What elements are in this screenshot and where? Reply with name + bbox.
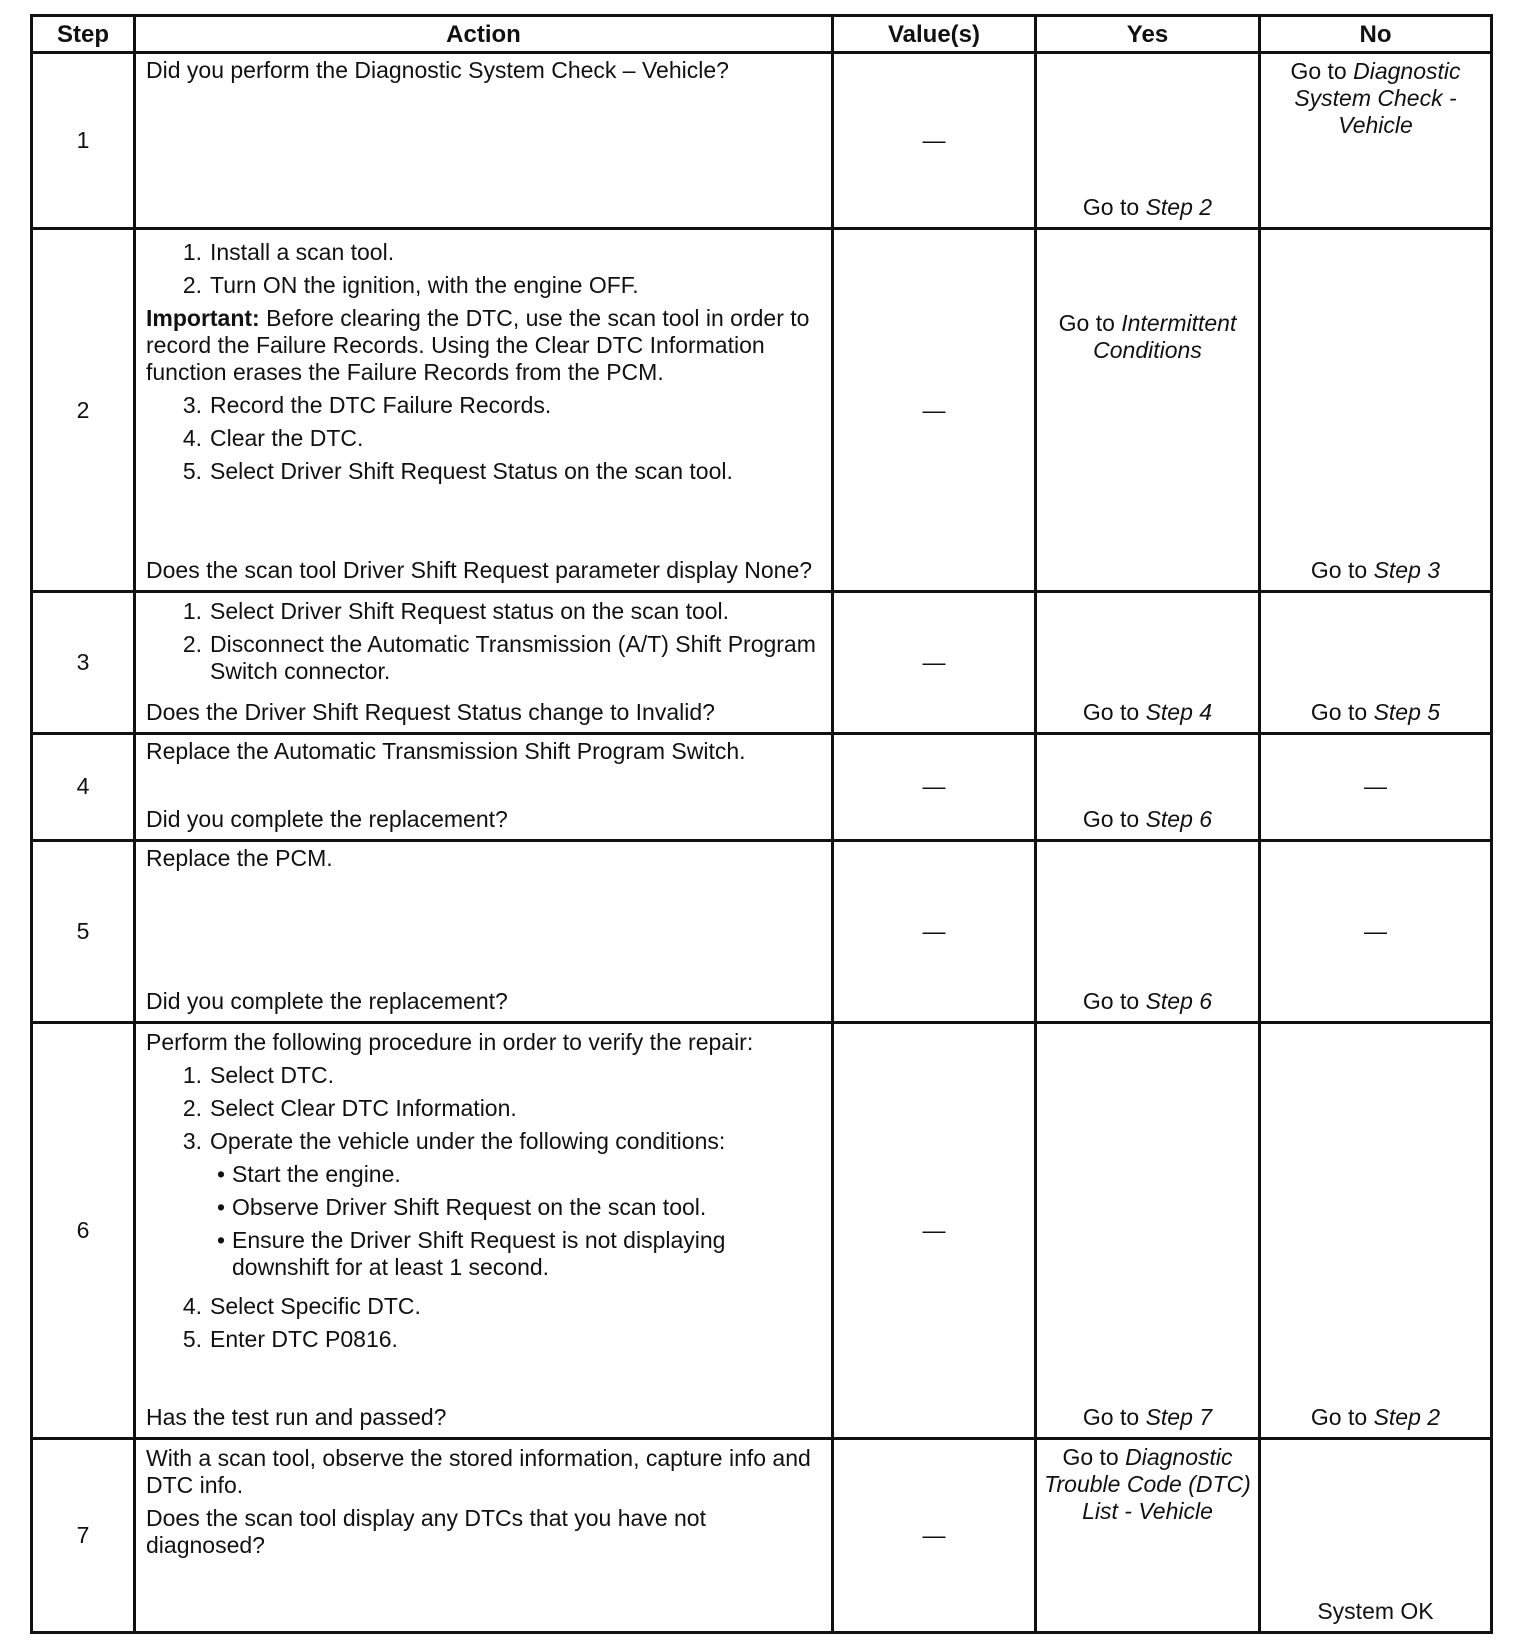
- yes-prefix: Go to: [1058, 309, 1122, 336]
- header-row: [32, 16, 1492, 53]
- no-prefix: Go to: [1310, 557, 1374, 584]
- no-link[interactable]: Step 2: [1373, 1403, 1441, 1430]
- yes-link[interactable]: Step 2: [1145, 193, 1213, 220]
- value-cell: —: [833, 53, 1036, 229]
- step-number: 7: [32, 1438, 135, 1632]
- action-text: With a scan tool, observe the stored information, capture info and DTC info.: [146, 1444, 811, 1498]
- yes-prefix: Go to: [1082, 698, 1146, 725]
- table-row: [32, 840, 1492, 1022]
- no-prefix: Go to: [1310, 698, 1374, 725]
- value-cell: —: [833, 733, 1036, 840]
- no-prefix: Go to: [1290, 58, 1354, 84]
- instruction-item: Turn ON the ignition, with the engine OFF.: [210, 271, 639, 298]
- action-cell: 1. Select Driver Shift Request status on the scan tool. 2. Disconnect the Automatic Transmission (A/T) Shift Program Switch connector. Does the Driver Shift Request Status change to Invalid?: [135, 592, 833, 733]
- important-text: Before clearing the DTC, use the scan tool in order to record the Failure Records. Using the Clear DTC Information function erases the Failure Records from the PCM.: [146, 304, 810, 385]
- value-cell: —: [833, 592, 1036, 733]
- step-number: 1: [32, 53, 135, 229]
- action-cell: [135, 733, 833, 840]
- no-prefix: Go to: [1310, 1403, 1374, 1430]
- no-link[interactable]: Diagnostic System Check - Vehicle: [1294, 58, 1461, 138]
- action-cell: [135, 1438, 833, 1632]
- question-text: Does the Driver Shift Request Status change to Invalid?: [146, 698, 715, 725]
- bullet-item: Ensure the Driver Shift Request is not displaying downshift for at least 1 second.: [232, 1226, 726, 1280]
- step-number: 3: [32, 592, 135, 733]
- no-cell: —: [1260, 840, 1492, 1022]
- action-text: Replace the PCM.: [146, 844, 333, 871]
- header-action: Action: [135, 16, 833, 53]
- question-text: Has the test run and passed?: [146, 1403, 447, 1430]
- table-row: [32, 1438, 1492, 1632]
- yes-cell: [1036, 592, 1260, 733]
- no-cell: [1260, 1438, 1492, 1632]
- instruction-item: Disconnect the Automatic Transmission (A/T) Shift Program Switch connector.: [210, 631, 816, 685]
- instruction-item: Record the DTC Failure Records.: [210, 391, 552, 418]
- yes-prefix: Go to: [1062, 1443, 1126, 1470]
- table-row: [32, 1022, 1492, 1438]
- no-cell: [1260, 53, 1492, 229]
- step-number: 4: [32, 733, 135, 840]
- instruction-item: Select Driver Shift Request status on the scan tool.: [210, 598, 730, 625]
- table-row: [32, 228, 1492, 592]
- instruction-item: Select Clear DTC Information.: [210, 1094, 517, 1121]
- yes-prefix: Go to: [1082, 987, 1146, 1014]
- diagnostic-table: [30, 14, 1493, 1634]
- step-number: 5: [32, 840, 135, 1022]
- yes-prefix: Go to: [1082, 193, 1146, 220]
- yes-link[interactable]: Step 6: [1145, 805, 1213, 832]
- instruction-item: Operate the vehicle under the following conditions:: [210, 1127, 726, 1154]
- no-cell: [1260, 1022, 1492, 1438]
- yes-link[interactable]: Step 4: [1145, 698, 1213, 725]
- yes-cell: [1036, 840, 1260, 1022]
- action-cell: [135, 53, 833, 229]
- action-cell: [135, 840, 833, 1022]
- table-row: [32, 53, 1492, 229]
- yes-cell: [1036, 53, 1260, 229]
- action-cell: 1. Install a scan tool. 2. Turn ON the ignition, with the engine OFF. Important: Before clearing the DTC, use the scan tool in order to record the Failure Records. Using the Clear DTC Information function erases the Failure Records from the PCM. 3. Record the DTC Failure Records. 4. Clear the DTC. 5. Select Driver Shift Request Status on the scan tool. Does the scan tool Driver Shift Request parameter display None?: [135, 228, 833, 592]
- instruction-item: Clear the DTC.: [210, 424, 364, 451]
- action-text: Perform the following procedure in order to verify the repair:: [146, 1028, 754, 1055]
- step-number: 2: [32, 228, 135, 592]
- header-yes: Yes: [1036, 16, 1260, 53]
- yes-cell: [1036, 733, 1260, 840]
- table-row: [32, 592, 1492, 733]
- step-number: 6: [32, 1022, 135, 1438]
- yes-link[interactable]: Intermittent Conditions: [1093, 309, 1237, 363]
- yes-link[interactable]: Step 6: [1145, 987, 1213, 1014]
- table-row: [32, 733, 1492, 840]
- no-link[interactable]: Step 5: [1373, 698, 1441, 725]
- action-cell: Perform the following procedure in order to verify the repair: 1. Select DTC. 2. Select Clear DTC Information. 3. Operate the vehicle under the following conditions: • Start the engine. • Observe Driver Shift Request on the scan tool. • Ensure the Driver Shift Request is not displaying downshift for at least 1 second. 4. Select Specific DTC. 5. Enter DTC P0816. Has the test run and passed?: [135, 1022, 833, 1438]
- value-cell: —: [833, 228, 1036, 592]
- yes-prefix: Go to: [1082, 805, 1146, 832]
- no-link[interactable]: Step 3: [1373, 557, 1441, 584]
- header-values: Value(s): [833, 16, 1036, 53]
- question-text: Does the scan tool Driver Shift Request parameter display None?: [146, 557, 813, 584]
- instruction-item: Enter DTC P0816.: [210, 1325, 398, 1352]
- yes-prefix: Go to: [1082, 1403, 1146, 1430]
- instruction-item: Select Driver Shift Request Status on the scan tool.: [210, 457, 733, 484]
- value-cell: —: [833, 1438, 1036, 1632]
- action-text: Did you perform the Diagnostic System Check – Vehicle?: [146, 57, 729, 83]
- important-label: Important:: [146, 304, 260, 331]
- yes-cell: [1036, 1022, 1260, 1438]
- question-text: Did you complete the replacement?: [146, 987, 508, 1014]
- question-text: Did you complete the replacement?: [146, 805, 508, 832]
- no-cell: —: [1260, 733, 1492, 840]
- yes-link[interactable]: Diagnostic Trouble Code (DTC) List - Vehicle: [1044, 1443, 1251, 1524]
- value-cell: —: [833, 1022, 1036, 1438]
- question-text: Does the scan tool display any DTCs that you have not diagnosed?: [146, 1504, 706, 1558]
- no-cell: [1260, 592, 1492, 733]
- value-cell: —: [833, 840, 1036, 1022]
- yes-cell: [1036, 1438, 1260, 1632]
- instruction-item: Select DTC.: [210, 1061, 334, 1088]
- system-ok-text: System OK: [1317, 1598, 1434, 1624]
- bullet-item: Start the engine.: [232, 1160, 401, 1187]
- bullet-item: Observe Driver Shift Request on the scan tool.: [232, 1193, 707, 1220]
- yes-link[interactable]: Step 7: [1145, 1403, 1213, 1430]
- header-step: Step: [32, 16, 135, 53]
- yes-cell: [1036, 228, 1260, 592]
- header-no: No: [1260, 16, 1492, 53]
- instruction-item: Select Specific DTC.: [210, 1292, 421, 1319]
- instruction-item: Install a scan tool.: [210, 238, 395, 265]
- no-cell: [1260, 228, 1492, 592]
- action-text: Replace the Automatic Transmission Shift Program Switch.: [146, 737, 746, 764]
